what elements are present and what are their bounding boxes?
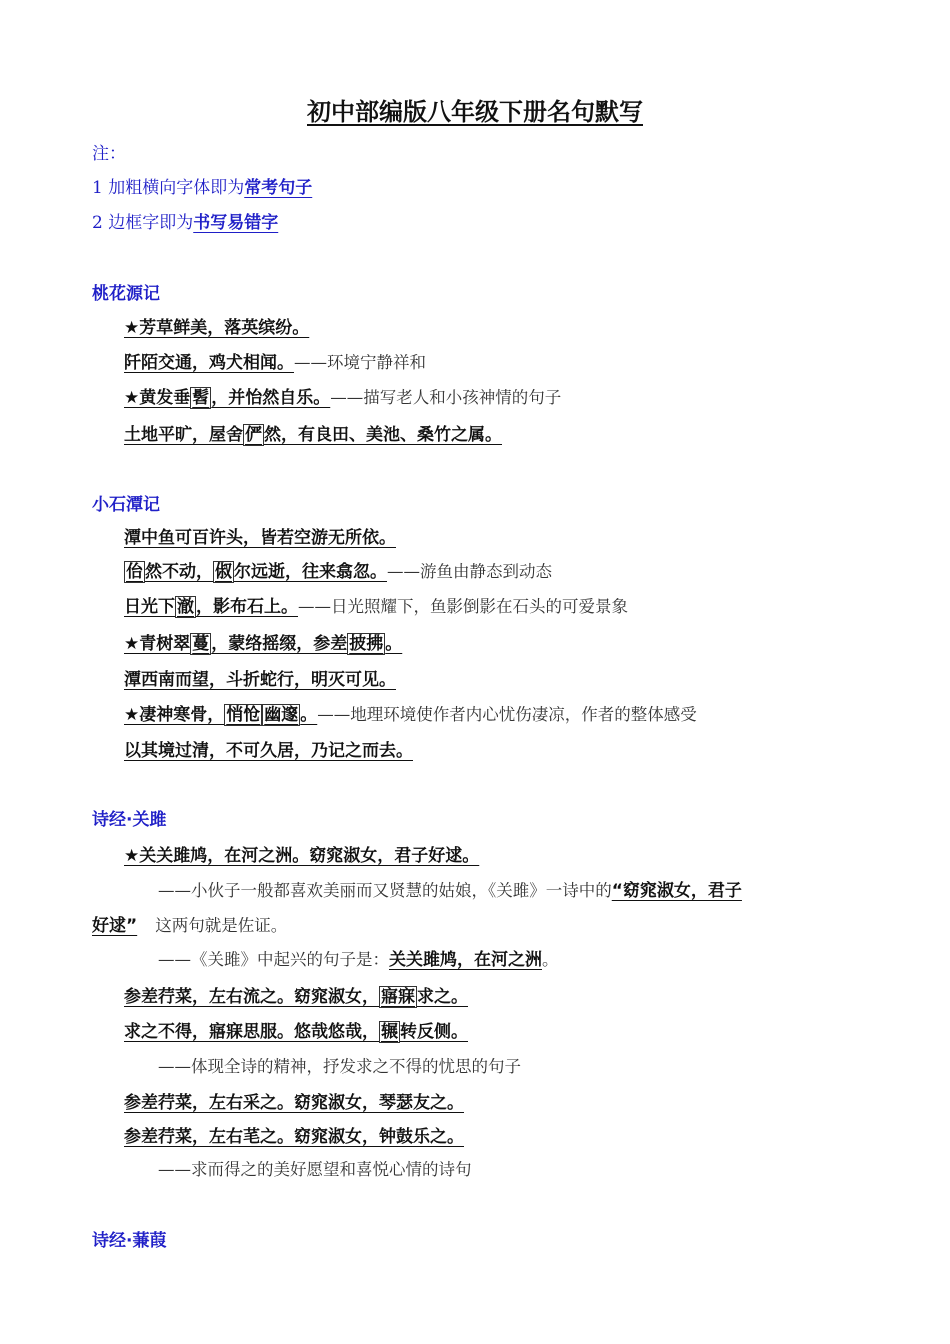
quote-line [124, 632, 870, 656]
quote-text: 以其境过清，不可久居，乃记之而去。 [124, 741, 413, 761]
error-prone-char: 俨 [245, 425, 262, 445]
error-prone-char: 澈 [177, 597, 194, 617]
quote-text: ★黄发垂 髫 ，并怡然自乐。 [124, 388, 331, 408]
quote-line [124, 423, 870, 447]
quote-note: ——日光照耀下，鱼影倒影在石头的可爱景象 [298, 597, 628, 616]
error-prone-char: 披拂 [349, 634, 384, 654]
quote-text: ★关关雎鸠，在河之洲。窈窕淑女，君子好逑。 [124, 846, 480, 866]
quote-note: ——描写老人和小孩神情的句子 [330, 388, 562, 407]
error-prone-char: 悄怆 [226, 705, 261, 725]
quote-line [124, 844, 870, 868]
note-1-text: 1 加粗横向字体即为 [92, 178, 245, 198]
error-prone-char: 俶 [215, 562, 232, 582]
section-title-jianjia: 诗经·蒹葭 [92, 1231, 167, 1251]
section-title-xiaoshitanji: 小石潭记 [92, 495, 160, 515]
quote-text: 参差荇菜，左右芼之。窈窕淑女，钟鼓乐之。 [124, 1127, 464, 1147]
error-prone-char: 蔓 [192, 634, 210, 654]
quote-note: ——求而得之的美好愿望和喜悦心情的诗句 [158, 1160, 472, 1179]
note-2 [92, 211, 870, 235]
quote-text: 求之不得，寤寐思服。悠哉悠哉， 辗 转反侧。 [124, 1022, 468, 1042]
quote-text: 阡陌交通，鸡犬相闻。 [124, 353, 294, 373]
quote-text: 土地平旷，屋舍 俨 然，有良田、美池、桑竹之属。 [124, 425, 502, 445]
error-prone-char: 寤寐 [381, 987, 415, 1007]
quote-line [124, 1091, 870, 1115]
quote-line [124, 1020, 870, 1044]
section-title-taohuayuanji: 桃花源记 [92, 284, 160, 304]
quote-line [158, 1055, 870, 1079]
quote-text: 好逑” [92, 916, 138, 936]
quote-text: 日光下 澈 ，影布石上。 [124, 597, 298, 617]
quote-line [158, 1158, 870, 1182]
quote-line [124, 386, 870, 410]
quote-text: 佁 然不动， 俶 尔远逝，往来翕忽。 [126, 562, 387, 582]
quote-note: ——小伙子一般都喜欢美丽而又贤慧的姑娘，《关雎》一诗中的 [158, 881, 612, 900]
quote-line [158, 879, 870, 903]
quote-note: ——体现全诗的精神，抒发求之不得的忧思的句子 [158, 1057, 521, 1076]
quote-line [92, 914, 870, 938]
quote-line [124, 985, 870, 1009]
quote-line [124, 316, 870, 340]
quote-line [124, 739, 870, 763]
error-prone-char: 髫 [192, 388, 210, 408]
quote-line [124, 1125, 870, 1149]
quote-text: 参差荇菜，左右采之。窈窕淑女，琴瑟友之。 [124, 1093, 464, 1113]
quote-text: ★凄神寒骨， 悄怆 幽邃 。 [124, 705, 318, 725]
quote-line [124, 668, 870, 692]
quote-text: 潭中鱼可百许头，皆若空游无所依。 [124, 528, 396, 548]
note-1-link: 常考句子 [244, 178, 313, 198]
quote-text: ★芳草鲜美，落英缤纷。 [124, 318, 310, 338]
quote-line [124, 703, 870, 727]
note-2-link: 书写易错字 [193, 213, 279, 233]
error-prone-char: 幽邃 [264, 705, 299, 725]
error-prone-char: 佁 [126, 562, 143, 582]
quote-note: ——《关雎》中起兴的句子是： [158, 950, 389, 969]
quote-text: ★青树翠 蔓 ，蒙络摇缀，参差 披拂 。 [124, 634, 403, 654]
quote-note: ——环境宁静祥和 [294, 353, 426, 372]
quote-line [124, 595, 870, 619]
quote-line [124, 560, 870, 584]
note-1 [92, 176, 870, 200]
quote-text: 关关雎鸠，在河之洲 [389, 950, 542, 970]
note-2-text: 2 边框字即为 [92, 213, 194, 233]
quote-note: 这两句就是佐证。 [155, 916, 288, 935]
quote-note: ——地理环境使作者内心忧伤凄凉，作者的整体感受 [317, 705, 697, 724]
page-title: 初中部编版八年级下册名句默写 [307, 98, 643, 126]
quote-text: 潭西南而望，斗折蛇行，明灭可见。 [124, 670, 396, 690]
error-prone-char: 辗 [381, 1022, 398, 1042]
quote-note: ——游鱼由静态到动态 [387, 562, 552, 581]
quote-text: “窈窕淑女，君子 [611, 881, 742, 901]
quote-line [124, 526, 870, 550]
quote-line: ——《关雎》中起兴的句子是：关关雎鸠，在河之洲。 [158, 950, 559, 970]
quote-text: 参差荇菜，左右流之。窈窕淑女， 寤寐 求之。 [124, 987, 468, 1007]
quote-line [124, 351, 870, 375]
section-title-guanju: 诗经·关雎 [92, 810, 167, 830]
note-label: 注： [92, 144, 126, 164]
